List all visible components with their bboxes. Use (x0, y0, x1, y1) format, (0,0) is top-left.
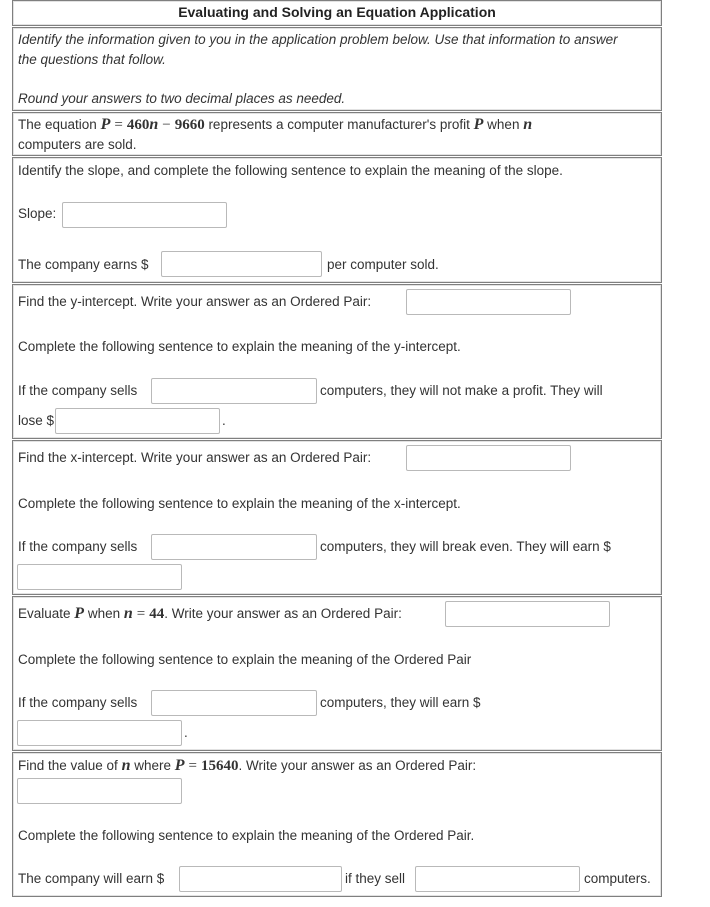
solve-where: where (130, 758, 175, 773)
slope-label: Slope: (18, 206, 57, 221)
var-p: P (100, 116, 111, 133)
evaluate-instruction (18, 605, 402, 623)
computers-suffix: computers. (584, 871, 651, 886)
var-p: P (74, 605, 85, 622)
solve-computers-sold-input[interactable] (415, 866, 580, 892)
eval-sells-suffix: computers, they will earn $ (320, 695, 481, 710)
break-even-earn-input[interactable] (17, 564, 182, 590)
lose-prefix: lose $ (18, 413, 55, 428)
y-end-period: . (222, 413, 226, 428)
x-sells-prefix: If the company sells (18, 539, 138, 554)
slope-section (12, 157, 662, 283)
y-intercept-pair-input[interactable] (406, 289, 571, 315)
solve-prefix: Find the value of (18, 758, 122, 773)
var-p: P (174, 757, 185, 774)
solve-pair-input[interactable] (17, 778, 182, 804)
x-computers-sold-input[interactable] (151, 534, 317, 560)
evaluate-section (12, 596, 662, 751)
solve-earn-prefix: The company will earn $ (18, 871, 165, 886)
if-they-sell: if they sell (345, 871, 406, 886)
var-n: n (523, 116, 533, 133)
page-title: Evaluating and Solving an Equation Application (178, 4, 496, 20)
evaluate-explain: Complete the following sentence to explain the meaning of the Ordered Pair (18, 652, 472, 667)
equation-statement (18, 116, 532, 134)
y-computers-sold-input[interactable] (151, 378, 317, 404)
x-intercept-explain: Complete the following sentence to explain the meaning of the x-intercept. (18, 496, 461, 511)
earns-prefix: The company earns $ (18, 257, 149, 272)
var-n: n (121, 757, 131, 774)
slope-input[interactable] (62, 202, 227, 228)
eval-end-period: . (184, 725, 188, 740)
x-intercept-section (12, 440, 662, 595)
equals-sign: = (114, 117, 123, 133)
evaluate-pair-input[interactable] (445, 601, 610, 627)
evaluate-suffix: . Write your answer as an Ordered Pair: (164, 606, 402, 621)
intro-line-1: Identify the information given to you in the application problem below. Use that information to answer (18, 32, 618, 47)
constant: 9660 (174, 117, 205, 133)
solve-suffix: . Write your answer as an Ordered Pair: (238, 758, 477, 773)
equation-line-2: computers are sold. (18, 137, 137, 152)
evaluate-prefix: Evaluate (18, 606, 75, 621)
coefficient: 460 (126, 117, 150, 133)
title-bar (12, 0, 662, 26)
evaluate-when: when (84, 606, 124, 621)
solve-instruction (18, 757, 476, 775)
eval-computers-sold-input[interactable] (151, 690, 317, 716)
equation-section (12, 112, 662, 156)
loss-amount-input[interactable] (55, 408, 220, 434)
solve-earn-input[interactable] (179, 866, 342, 892)
x-intercept-pair-input[interactable] (406, 445, 571, 471)
slope-instruction: Identify the slope, and complete the following sentence to explain the meaning of the slope. (18, 163, 563, 178)
earn-per-computer-input[interactable] (161, 251, 322, 277)
var-p: P (473, 116, 484, 133)
var-n: n (149, 116, 159, 133)
y-intercept-explain: Complete the following sentence to explain the meaning of the y-intercept. (18, 339, 461, 354)
y-intercept-instruction: Find the y-intercept. Write your answer as an Ordered Pair: (18, 294, 372, 309)
minus-sign: − (162, 117, 171, 133)
y-sells-prefix: If the company sells (18, 383, 138, 398)
intro-line-2: the questions that follow. (18, 52, 166, 67)
equation-when: when (483, 117, 524, 132)
solve-explain: Complete the following sentence to explain the meaning of the Ordered Pair. (18, 828, 475, 843)
equation-middle: represents a computer manufacturer's profit (204, 117, 474, 132)
intro-section (12, 27, 662, 111)
solve-section (12, 752, 662, 897)
equals-sign: = (136, 606, 146, 622)
p-value: 15640 (201, 758, 239, 774)
y-sells-suffix: computers, they will not make a profit. They will (320, 383, 603, 398)
n-value: 44 (149, 606, 165, 622)
x-intercept-instruction: Find the x-intercept. Write your answer as an Ordered Pair: (18, 450, 372, 465)
round-note: Round your answers to two decimal places as needed. (18, 91, 346, 106)
y-intercept-section (12, 284, 662, 439)
earns-suffix: per computer sold. (327, 257, 439, 272)
equals-sign: = (188, 758, 198, 774)
equation-prefix: The equation (18, 117, 101, 132)
eval-sells-prefix: If the company sells (18, 695, 138, 710)
var-n: n (123, 605, 133, 622)
x-sells-suffix: computers, they will break even. They will earn $ (320, 539, 611, 554)
eval-earn-input[interactable] (17, 720, 182, 746)
